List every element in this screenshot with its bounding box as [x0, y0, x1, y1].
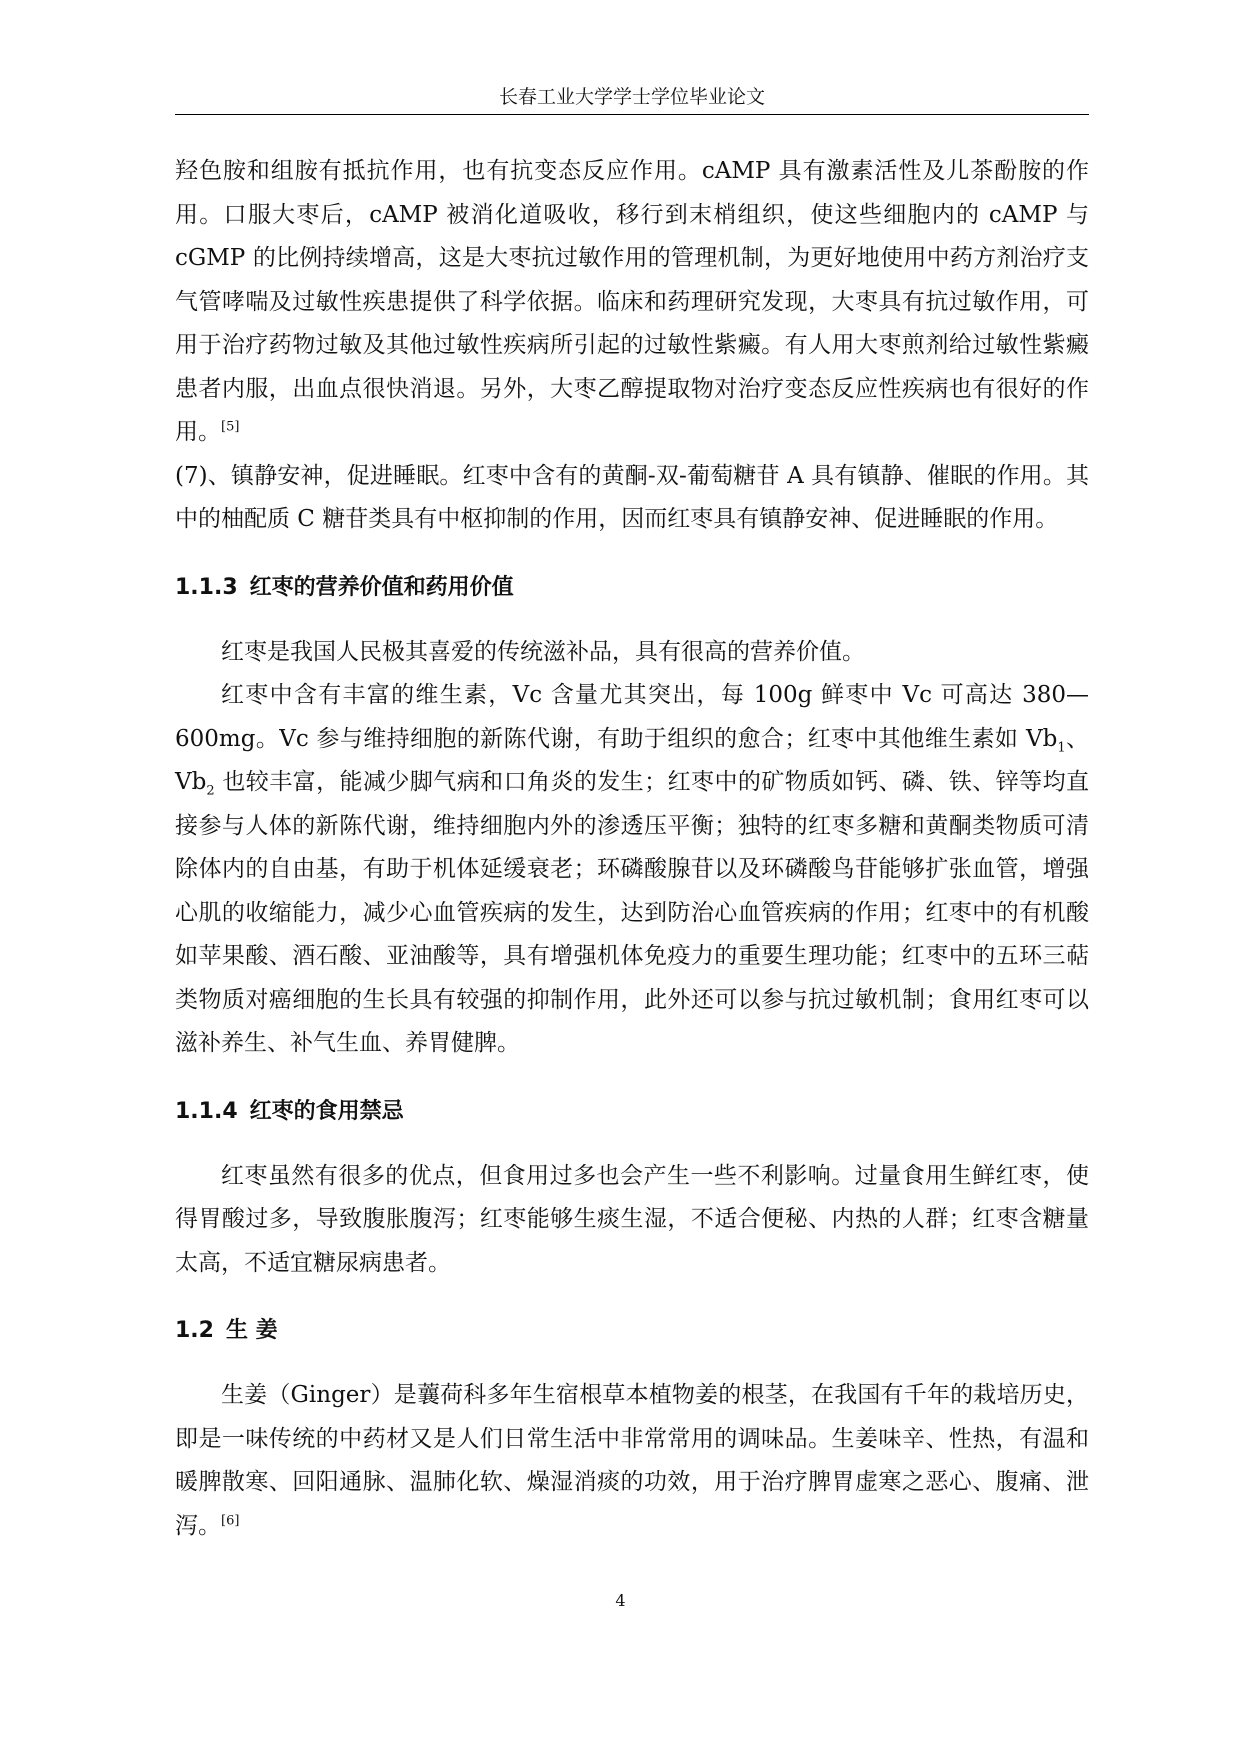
paragraph-allergy — [175, 150, 1089, 455]
page-number: 4 — [615, 1591, 626, 1610]
paragraph-sedative: (7)、镇静安神，促进睡眠。红枣中含有的黄酮-双-葡萄糖苷 A 具有镇静、催眠的作用。其中的柚配质 C 糖苷类具有中枢抑制的作用，因而红枣具有镇静安神、促进睡眠的作用。 — [175, 462, 1089, 532]
vitamins-text-a: 红枣中含有丰富的维生素，Vc 含量尤其突出，每 100g 鲜枣中 Vc 可高达 380—600mg。Vc 参与维持细胞的新陈代谢，有助于组织的愈合；红枣中其他维生素如 Vb — [175, 682, 1089, 752]
section-title: 红枣的营养价值和药用价值 — [249, 574, 514, 600]
paragraph-contraindications: 红枣虽然有很多的优点，但食用过多也会产生一些不利影响。过量食用生鲜红枣，使得胃酸过多，导致腹胀腹泻；红枣能够生痰生湿，不适合便秘、内热的人群；红枣含糖量太高，不适宜糖尿病患者。 — [175, 1162, 1089, 1276]
paragraph-allergy-text: 羟色胺和组胺有抵抗作用，也有抗变态反应作用。cAMP 具有激素活性及儿茶酚胺的作用。口服大枣后，cAMP 被消化道吸收，移行到末梢组织，使这些细胞内的 cAMP 与 cGMP 的比例持续增高，这是大枣抗过敏作用的管理机制，为更好地使用中药方剂治疗支气管哮喘及过敏性疾患提供了科学依据。临床和药理研究发现，大枣具有抗过敏作用，可用于治疗药物过敏及其他过敏性疾病所引起的过敏性紫癜。有人用大枣煎剂给过敏性紫癜患者内服，出血点很快消退。另外，大枣乙醇提取物对治疗变态反应性疾病也有很好的作用。 — [175, 158, 1089, 445]
paragraph-nutrition-intro: 红枣是我国人民极其喜爱的传统滋补品，具有很高的营养价值。 — [221, 638, 865, 665]
paragraph-ginger — [175, 1374, 1089, 1548]
section-heading-1-2 — [175, 1316, 1089, 1346]
subscript-2: 2 — [206, 783, 215, 799]
paragraph-vitamins — [175, 674, 1089, 1066]
running-header: 长春工业大学学士学位毕业论文 — [175, 84, 1089, 115]
section-number: 1.1.3 — [175, 574, 238, 600]
section-number: 1.1.4 — [175, 1098, 238, 1124]
citation-6: [6] — [221, 1512, 240, 1528]
section-number: 1.2 — [175, 1318, 214, 1343]
section-title: 红枣的食用禁忌 — [249, 1098, 404, 1124]
section-heading-1-1-4 — [175, 1097, 1089, 1127]
vitamins-text-b: 、Vb — [175, 725, 1089, 795]
paragraph-ginger-text: 生姜（Ginger）是蘘荷科多年生宿根草本植物姜的根茎，在我国有千年的栽培历史，即是一味传统的中药材又是人们日常生活中非常常用的调味品。生姜味辛、性热，有温和暖脾散寒、回阳通脉、温肺化软、燥湿消痰的功效，用于治疗脾胃虚寒之恶心、腹痛、泄泻。 — [175, 1382, 1089, 1539]
page-body — [175, 150, 1089, 1548]
vitamins-text-c: 也较丰富，能减少脚气病和口角炎的发生；红枣中的矿物质如钙、磷、铁、锌等均直接参与人体的新陈代谢，维持细胞内外的渗透压平衡；独特的红枣多糖和黄酮类物质可清除体内的自由基，有助于机体延缓衰老；环磷酸腺苷以及环磷酸鸟苷能够扩张血管，增强心肌的收缩能力，减少心血管疾病的发生，达到防治心血管疾病的作用；红枣中的有机酸如苹果酸、酒石酸、亚油酸等，具有增强机体免疫力的重要生理功能；红枣中的五环三萜类物质对癌细胞的生长具有较强的抑制作用，此外还可以参与抗过敏机制；食用红枣可以滋补养生、补气生血、养胃健脾。 — [175, 769, 1089, 1056]
section-heading-1-1-3 — [175, 573, 1089, 603]
section-title: 生 姜 — [225, 1318, 278, 1343]
subscript-1: 1 — [1057, 740, 1066, 756]
citation-5: [5] — [221, 419, 240, 435]
